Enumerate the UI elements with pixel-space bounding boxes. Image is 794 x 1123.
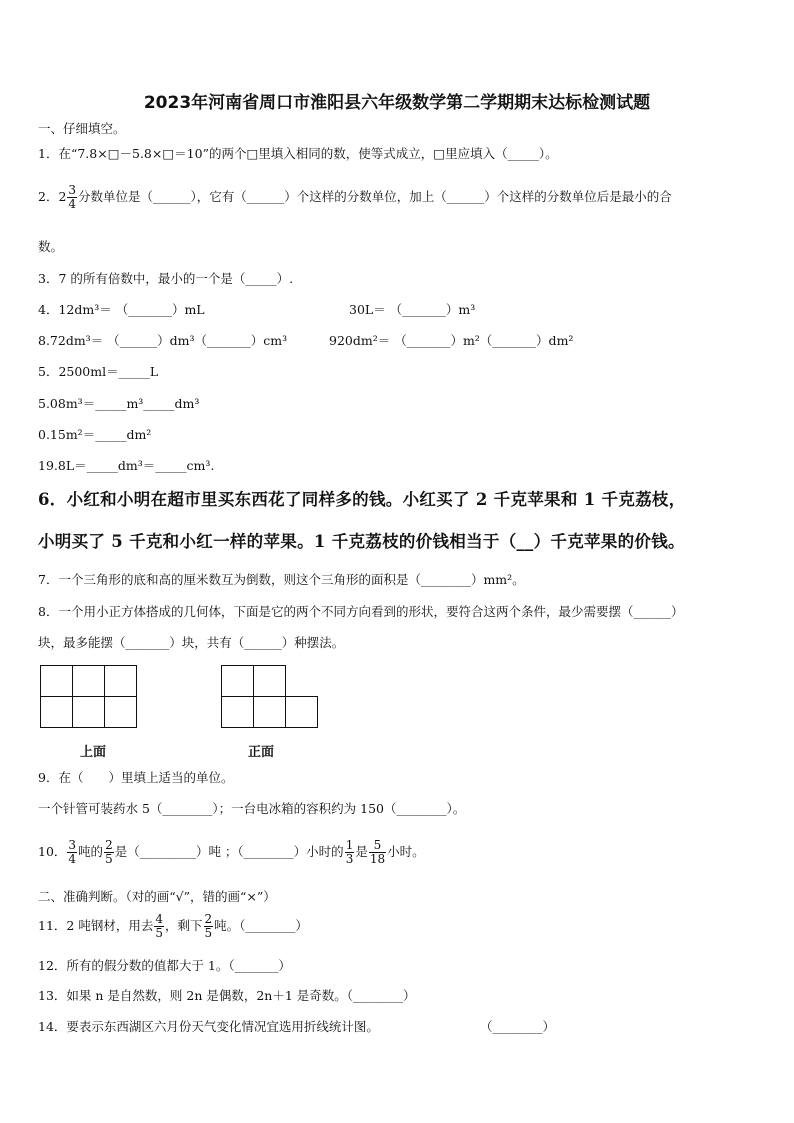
- q2-denominator: 4: [68, 197, 77, 211]
- q10-f1-numerator: 3: [68, 838, 77, 852]
- q10-text-4: 小时。: [387, 844, 425, 859]
- q11-fraction-1: [154, 913, 164, 940]
- question-9-line2: 一个针管可装药水 5（________）；一台电冰箱的容积约为 150（________）。: [38, 801, 466, 816]
- q11-text-1: ，剩下: [164, 918, 203, 933]
- top-view-grid: [40, 665, 137, 728]
- q11-f1-numerator: 4: [155, 912, 163, 926]
- question-8-line2: 块，最多能摆（_______）块，共有（______）种摆法。: [38, 635, 345, 650]
- q10-f2-denominator: 5: [105, 852, 113, 866]
- question-9: 9．在（ ）里填上适当的单位。: [38, 770, 234, 785]
- q10-text-3: 是: [355, 844, 368, 859]
- q10-fraction-3: [345, 839, 355, 866]
- q11-f2-numerator: 2: [204, 912, 213, 926]
- q10-f3-numerator: 1: [345, 838, 354, 852]
- question-14: 14．要表示东西湖区六月份天气变化情况宜选用折线统计图。: [38, 1019, 379, 1034]
- q10-f4-denominator: 18: [369, 852, 386, 866]
- question-10: [38, 839, 425, 866]
- grid-cell: [105, 697, 137, 728]
- q11-f1-denominator: 5: [155, 926, 163, 940]
- question-12: 12．所有的假分数的值都大于 1。（_______）: [38, 958, 291, 973]
- question-3: 3．7 的所有倍数中，最小的一个是（_____）.: [38, 271, 294, 286]
- q10-text-2: 是（_________）吨 ；（________）小时的: [114, 844, 344, 859]
- q10-f4-numerator: 5: [369, 839, 386, 853]
- grid-cell: [41, 697, 73, 728]
- q10-fraction-1: [67, 839, 77, 866]
- question-7: 7．一个三角形的底和高的厘米数互为倒数，则这个三角形的面积是（________）mm²。: [38, 572, 525, 587]
- question-4d: 920dm²＝ （_______）m²（_______）dm²: [329, 333, 574, 348]
- q10-prefix: 10．: [38, 844, 67, 859]
- question-4a: 4．12dm³＝ （_______）mL: [38, 302, 205, 317]
- grid-cell: [41, 666, 73, 697]
- question-4b: 30L＝ （_______）m³: [349, 302, 476, 317]
- question-1: 1．在“7.8×□－5.8×□＝10”的两个□里填入相同的数，使等式成立，□里应填入（_____）。: [38, 146, 558, 161]
- q10-f3-denominator: 3: [345, 852, 354, 866]
- front-view-label: 正面: [248, 745, 275, 760]
- question-5b: 5.08m³＝_____m³_____dm³: [38, 396, 200, 411]
- q2-prefix: 2．2: [38, 189, 67, 204]
- q10-text-1: 吨的: [78, 844, 104, 859]
- grid-cell: [105, 666, 137, 697]
- q11-prefix: 11．2 吨钢材，用去: [38, 918, 154, 933]
- question-4c: 8.72dm³＝ （______）dm³（_______）cm³: [38, 333, 288, 348]
- grid-empty: [286, 666, 318, 697]
- q10-f2-numerator: 2: [105, 838, 113, 852]
- question-14-answer-blank: （________）: [480, 1019, 556, 1034]
- q11-fraction-2: [204, 913, 214, 940]
- q10-fraction-2: [104, 839, 114, 866]
- q2-fraction: [67, 184, 77, 211]
- grid-cell: [73, 697, 105, 728]
- page-title: 2023年河南省周口市淮阳县六年级数学第二学期期末达标检测试题: [143, 93, 651, 113]
- question-11: [38, 913, 308, 940]
- question-2-continued: 数。: [38, 239, 64, 254]
- front-view-grid: [221, 665, 318, 728]
- question-5d: 19.8L＝_____dm³＝_____cm³.: [38, 458, 215, 473]
- grid-cell: [73, 666, 105, 697]
- q11-text-2: 吨。（________）: [214, 918, 308, 933]
- question-2: [38, 184, 672, 211]
- grid-cell: [222, 666, 254, 697]
- question-5c: 0.15m²＝_____dm²: [38, 427, 152, 442]
- q10-f1-denominator: 4: [68, 852, 77, 866]
- question-6-line1: 6．小红和小明在超市里买东西花了同样多的钱。小红买了 2 千克苹果和 1 千克荔枝，: [38, 490, 686, 509]
- grid-cell: [222, 697, 254, 728]
- section-1-heading: 一、仔细填空。: [38, 121, 126, 136]
- section-2-heading: 二、准确判断。（对的画“√”，错的画“×”）: [38, 889, 276, 904]
- question-6-line2: 小明买了 5 千克和小红一样的苹果。1 千克荔枝的价钱相当于（__）千克苹果的价钱。: [38, 532, 685, 551]
- grid-cell: [254, 666, 286, 697]
- grid-cell: [254, 697, 286, 728]
- question-8-line1: 8．一个用小正方体搭成的几何体，下面是它的两个不同方向看到的形状，要符合这两个条件，最少需要摆（______）: [38, 604, 684, 619]
- q2-numerator: 3: [68, 183, 77, 197]
- q2-text: 分数单位是（______），它有（______）个这样的分数单位，加上（______）个这样的分数单位后是最小的合: [78, 189, 672, 204]
- question-5a: 5．2500ml＝_____L: [38, 364, 159, 379]
- q11-f2-denominator: 5: [204, 926, 213, 940]
- top-view-label: 上面: [80, 745, 107, 760]
- grid-cell: [286, 697, 318, 728]
- q10-fraction-4: [369, 839, 386, 866]
- question-13: 13．如果 n 是自然数，则 2n 是偶数，2n＋1 是奇数。（________）: [38, 988, 416, 1003]
